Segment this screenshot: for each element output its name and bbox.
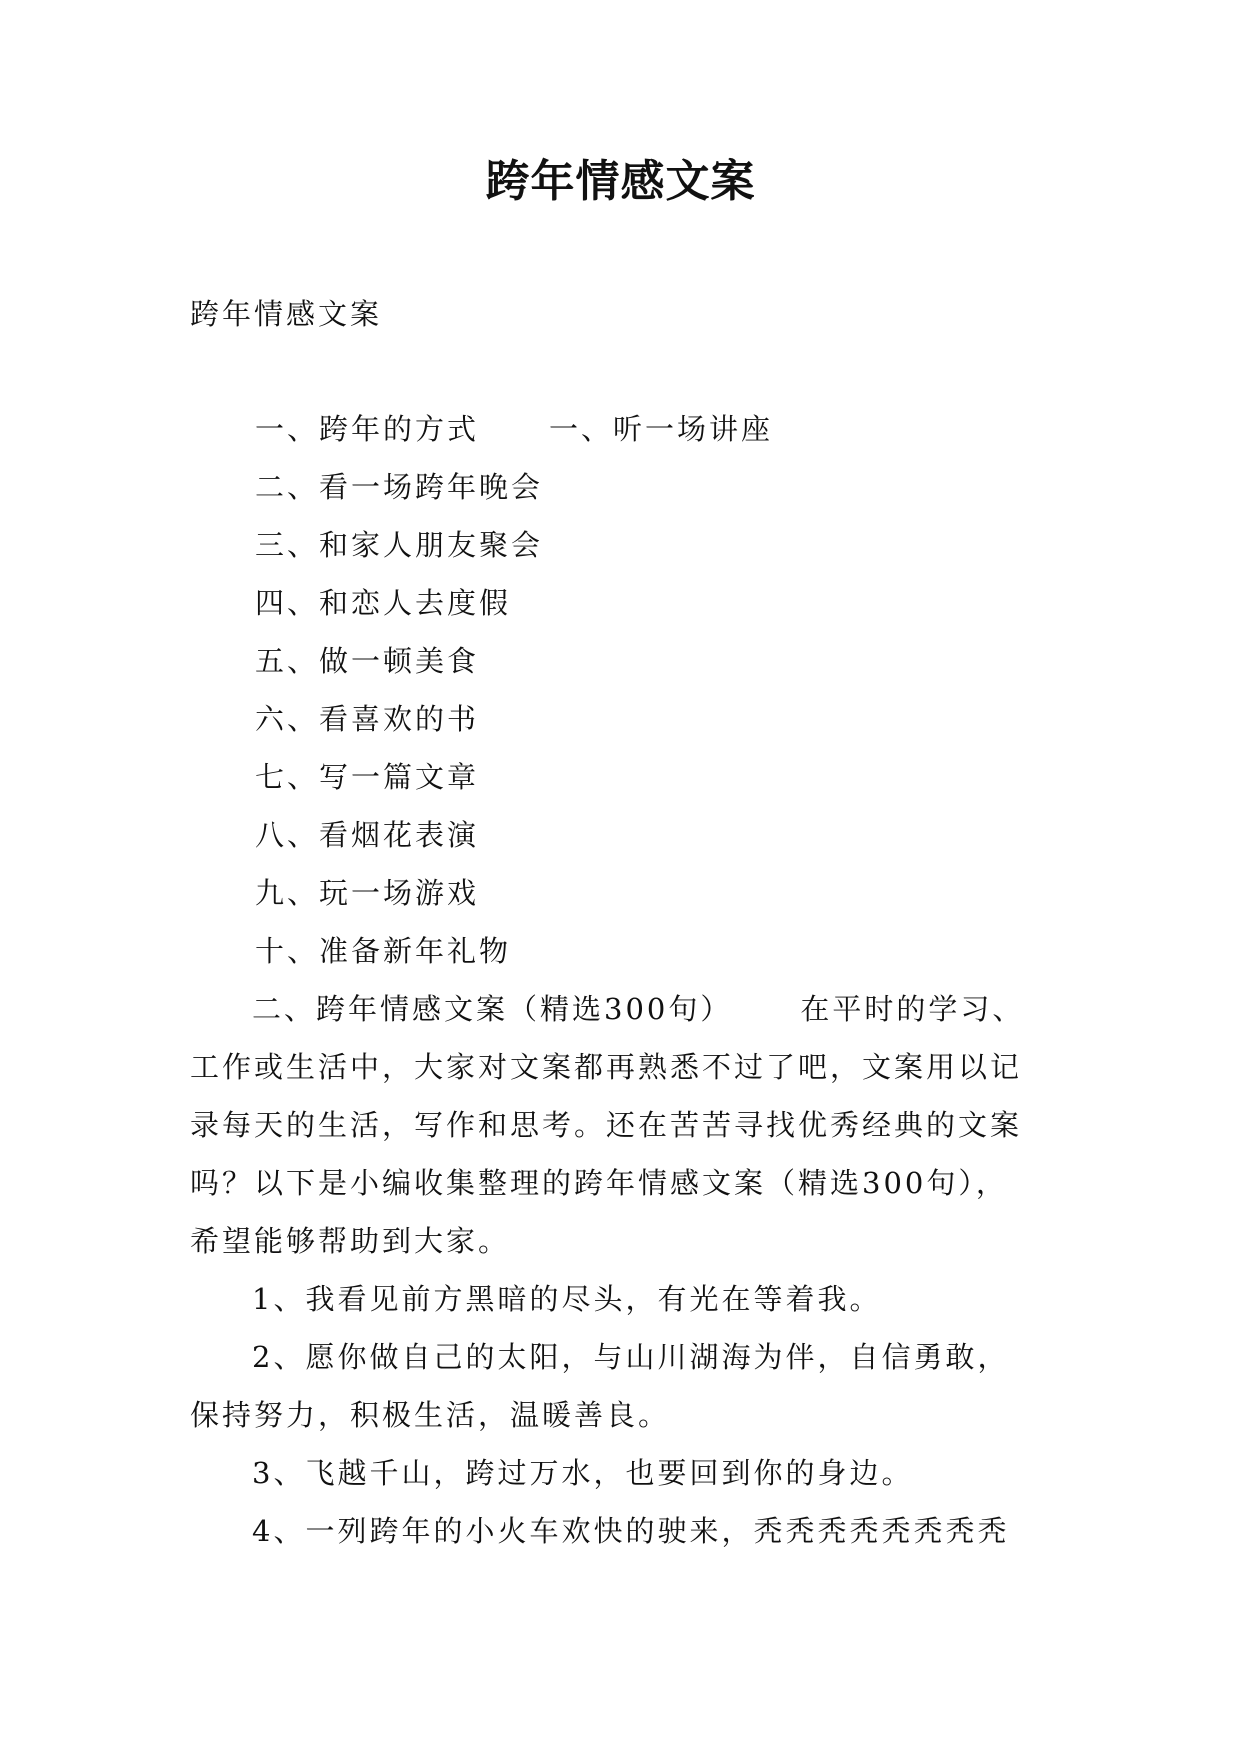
quote-text: 4、一列跨年的小火车欢快的驶来，秃秃秃秃秃秃秃秃	[252, 1514, 1010, 1548]
quote-line: 保持努力，积极生活，温暖善良。	[190, 1398, 671, 1432]
list-item: 三、和家人朋友聚会	[255, 528, 544, 562]
quote-line	[190, 1337, 1070, 1395]
quote-text: 1、我看见前方黑暗的尽头，有光在等着我。	[252, 1282, 882, 1316]
list-item: 二、看一场跨年晚会	[255, 470, 544, 504]
methods-heading: 一、跨年的方式	[255, 412, 480, 446]
methods-list	[255, 409, 773, 989]
list-item	[255, 409, 773, 467]
document-subtitle: 跨年情感文案	[190, 297, 383, 331]
paragraph-line: 希望能够帮助到大家。	[190, 1224, 511, 1258]
list-item: 九、玩一场游戏	[255, 876, 480, 910]
list-item: 八、看烟花表演	[255, 818, 480, 852]
document-title: 跨年情感文案	[485, 156, 756, 207]
intro-paragraph	[190, 989, 1070, 1279]
section-heading: 二、跨年情感文案（精选300句）	[252, 992, 733, 1026]
quote-text: 2、愿你做自己的太阳，与山川湖海为伴，自信勇敢，	[252, 1340, 1010, 1374]
quotes-list	[190, 1279, 1070, 1569]
intro-text: 在平时的学习、	[800, 992, 1025, 1026]
method-item: 一、听一场讲座	[549, 412, 774, 446]
list-item: 六、看喜欢的书	[255, 702, 480, 736]
list-item: 四、和恋人去度假	[255, 586, 512, 620]
list-item: 十、准备新年礼物	[255, 934, 512, 968]
quote-line	[190, 1511, 1070, 1569]
paragraph-line: 录每天的生活，写作和思考。还在苦苦寻找优秀经典的文案	[190, 1108, 1023, 1142]
list-item: 五、做一顿美食	[255, 644, 480, 678]
paragraph-line	[190, 989, 1070, 1047]
paragraph-line: 工作或生活中，大家对文案都再熟悉不过了吧，文案用以记	[190, 1050, 1023, 1084]
quote-line	[190, 1279, 1070, 1337]
quote-text: 3、飞越千山，跨过万水，也要回到你的身边。	[252, 1456, 914, 1490]
paragraph-line: 吗？以下是小编收集整理的跨年情感文案（精选300句），	[190, 1166, 1008, 1200]
list-item: 七、写一篇文章	[255, 760, 480, 794]
quote-line	[190, 1453, 1070, 1511]
